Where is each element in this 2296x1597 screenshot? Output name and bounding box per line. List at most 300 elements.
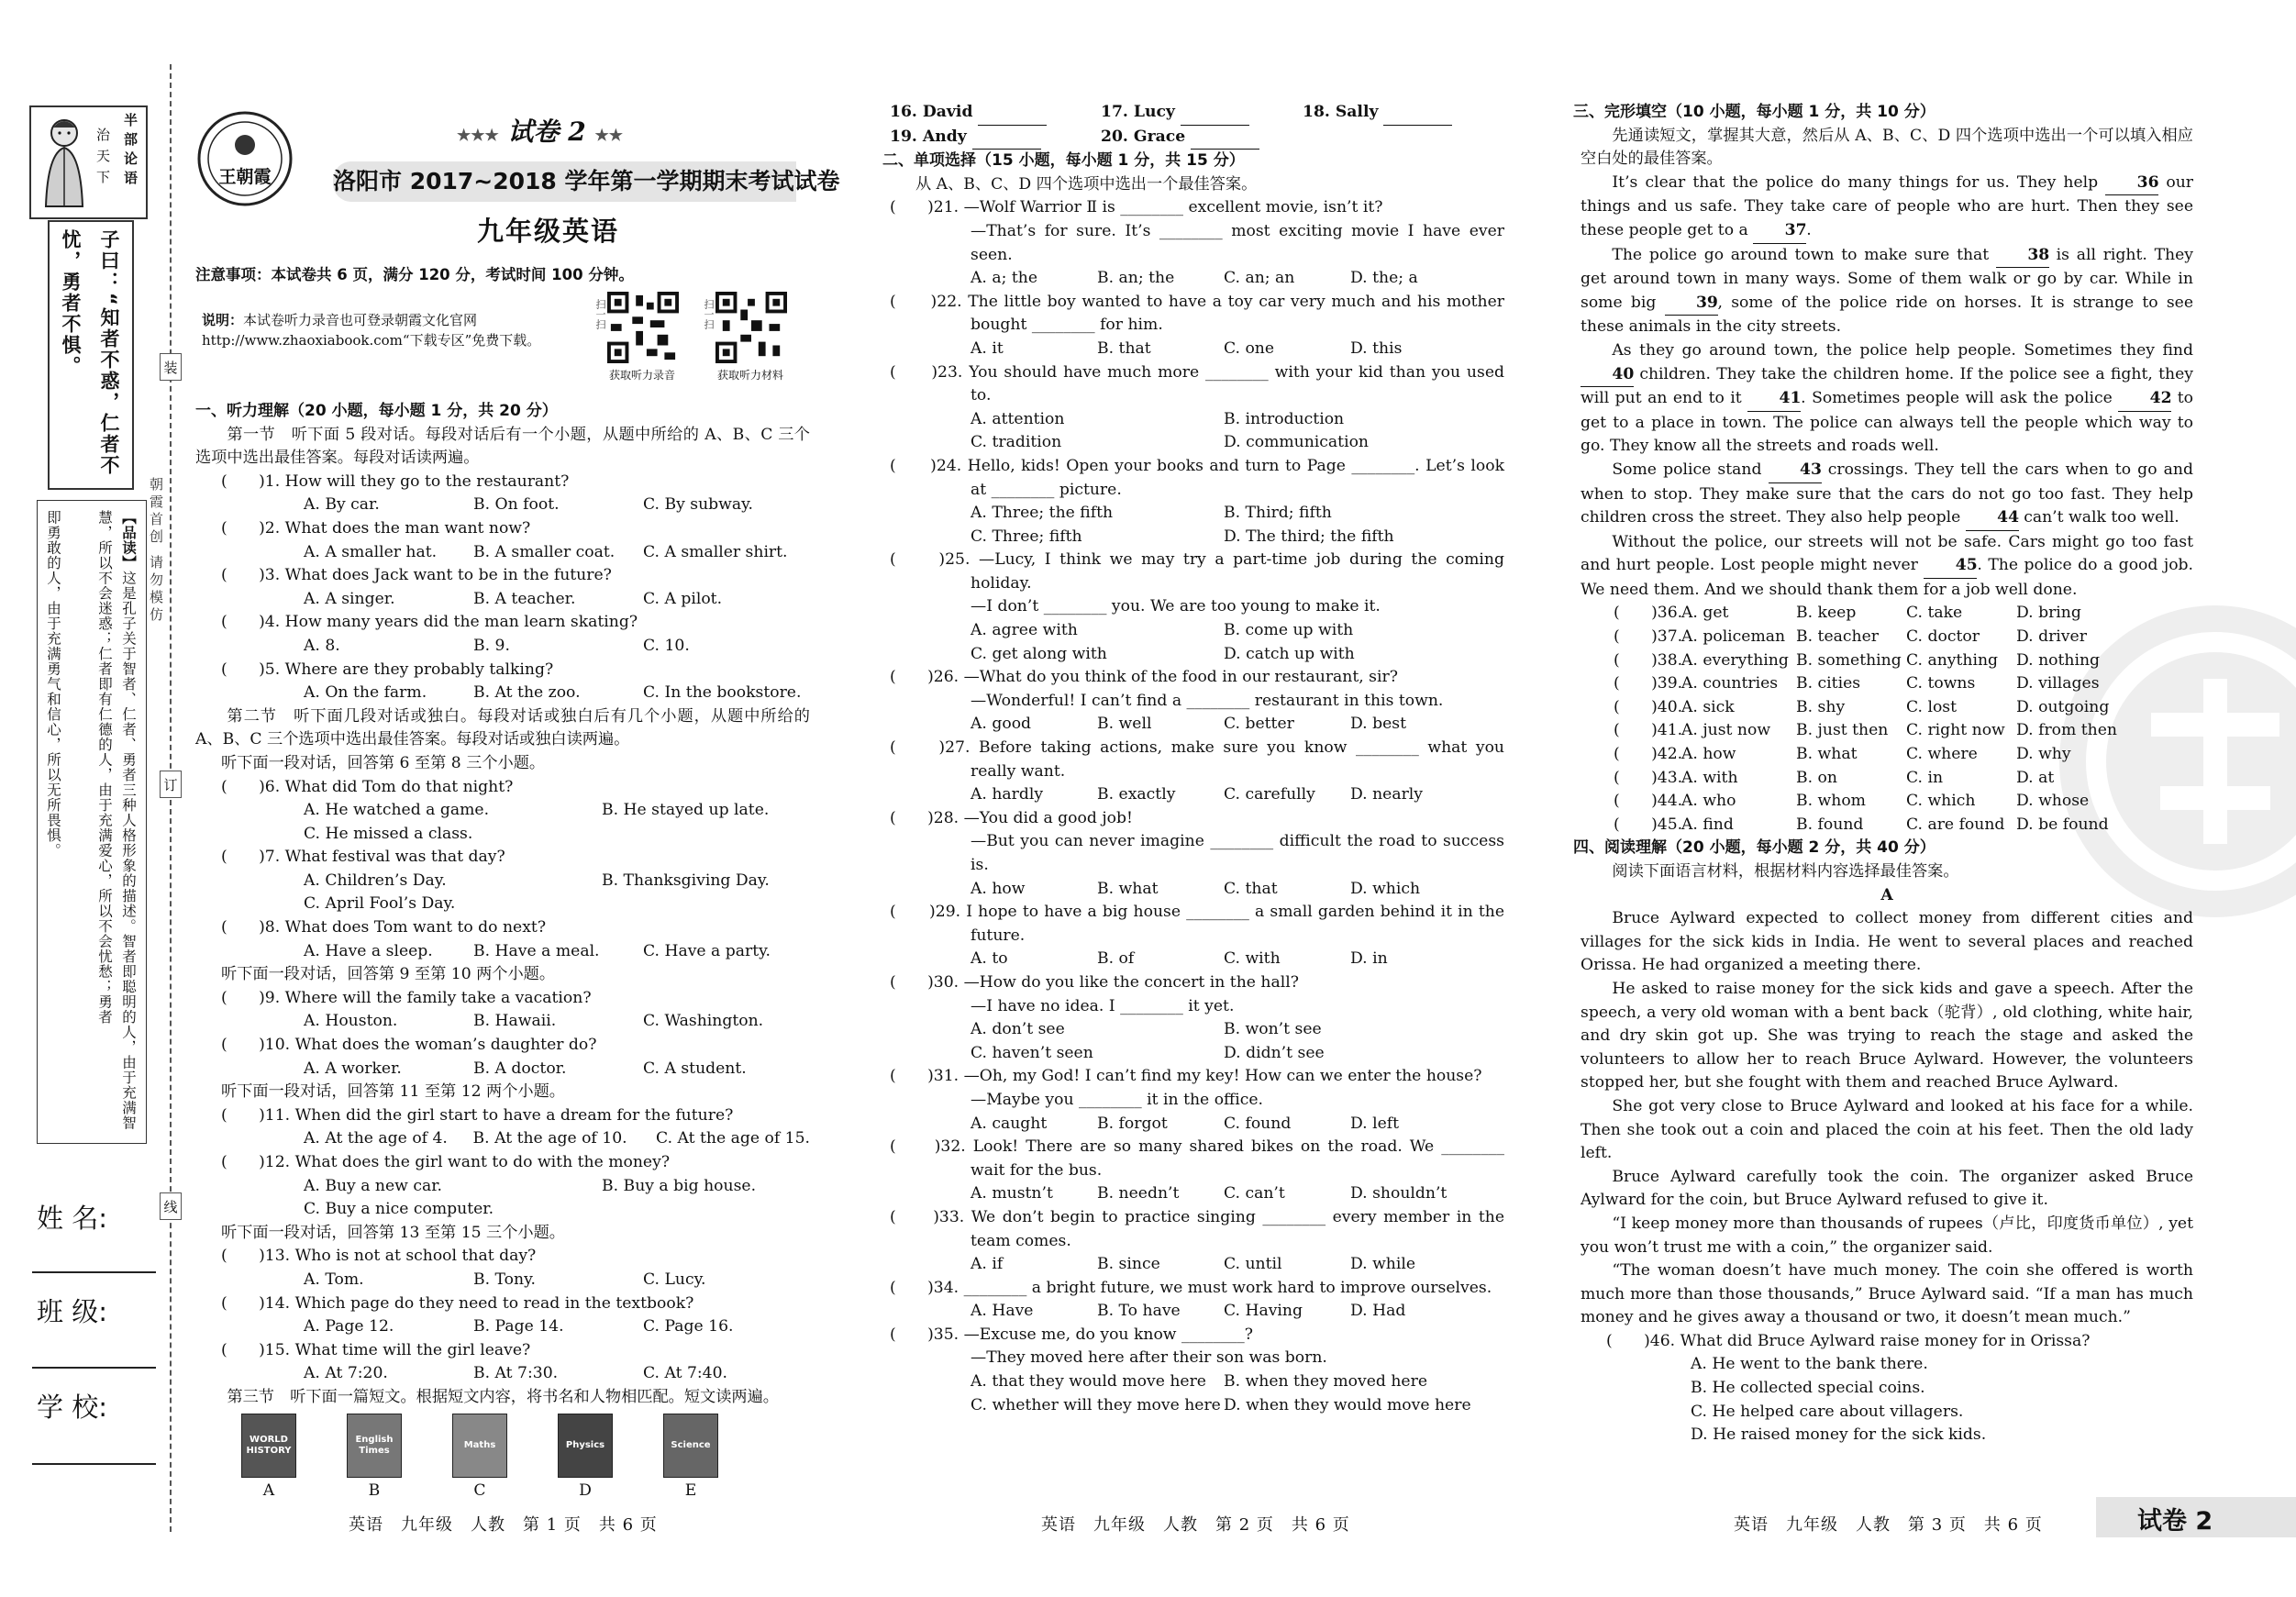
option[interactable]: B. A teacher. [473,589,576,608]
option[interactable]: B. well [1097,715,1152,734]
option[interactable]: B. forgot [1097,1114,1168,1133]
cloze-text: our things and us safe. They take care of people who are hurt. Then they see these people get to a [1581,172,2193,239]
option[interactable]: D. in [1350,949,1388,969]
option[interactable]: C. where [1906,745,1978,764]
reading-intro: 阅读下面语言材料，根据材料内容选择最佳答案。 [1612,862,1959,881]
option[interactable]: C. Have a party. [643,941,771,960]
option[interactable]: A. Children’s Day. [304,871,447,890]
book-letter: A [262,1481,275,1500]
option[interactable]: D. villages [2016,674,2100,693]
cloze-text: It’s clear that the police do many things for us. They help [1612,172,2099,192]
question-31-line2: —Maybe you ________ it in the office. [971,1090,1264,1109]
option[interactable]: A. just now [1681,721,1771,740]
cloze-text: . Sometimes people will ask the police [1801,389,2113,408]
option[interactable]: D. be found [2016,815,2109,834]
question-24: ( )24. Hello, kids! Open your books and turn to Page ________. Let’s look at ________ picture. [890,456,1504,499]
question-12: ( )12. What does the girl want to do with the money? [221,1153,671,1171]
option[interactable]: B. what [1097,879,1159,898]
brand-logo-icon [194,108,295,209]
options-23-row1 [890,408,1504,432]
options-6 [195,799,810,823]
option[interactable]: A. 8. [304,636,340,655]
question-26: ( )26. —What do you think of the food in our restaurant, sir? [890,668,1398,687]
options-24-row1 [890,502,1504,526]
book-cover-b[interactable] [347,1414,402,1503]
binding-mark-1: 装 [160,353,182,381]
question-28-line2: —But you can never imagine ________ difficult the road to success is. [971,832,1504,874]
option[interactable]: B. He collected special coins. [1691,1379,1925,1398]
option[interactable]: B. on [1796,768,1837,787]
option[interactable]: C. haven’t seen [971,1043,1093,1062]
options-21 [890,267,1504,291]
option[interactable]: B. At 7:30. [473,1364,559,1383]
option[interactable]: D. Had [1350,1302,1406,1321]
question-14: ( )14. Which page do they need to read in the textbook? [221,1293,694,1313]
option[interactable]: B. On foot. [473,495,560,515]
option[interactable]: D. driver [2016,627,2087,647]
question-29: ( )29. I hope to have a big house ________ a small garden behind it in the future. [890,903,1504,945]
qr-code-icon [607,292,679,363]
cloze-blank-38[interactable]: 38 [1996,244,2049,269]
option[interactable]: A. with [1681,768,1738,787]
answer-blank-18[interactable] [1383,101,1452,126]
option[interactable]: C. found [1224,1114,1292,1133]
names-row-1 [890,101,1504,126]
logo-sub: 治天下 [94,128,111,191]
cloze-para-2 [1581,244,2193,339]
option[interactable]: C. get along with [971,644,1107,663]
option[interactable]: C. Lucy. [643,1270,706,1289]
option[interactable]: B. found [1796,815,1864,834]
name-label: 姓 名: [37,1203,107,1234]
option[interactable]: B. something [1796,650,1902,670]
option[interactable]: A. agree with [971,621,1078,640]
book-cover-image: Science [663,1414,718,1478]
book-letter: C [473,1481,486,1500]
book-cover-a[interactable] [241,1414,296,1503]
listening-part3-intro: 第三节 听下面一篇短文。根据短文内容，将书名和人物相匹配。短文读两遍。 [227,1387,779,1406]
options-28 [890,878,1504,902]
cloze-options-table [1614,602,2193,837]
answer-blank-16[interactable] [978,101,1047,126]
option[interactable]: D. when they would move here [1224,1395,1471,1414]
notice: 注意事项：本试卷共 6 页，满分 120 分，考试时间 100 分钟。 [195,266,634,283]
option[interactable]: C. A pilot. [643,589,723,608]
reading-paragraph: “I keep money more than thousands of rupees（卢比，印度货币单位）, yet you won’t trust me with a coin,” the organizer said. [1581,1214,2193,1257]
option[interactable]: D. best [1350,715,1406,734]
cloze-blank-44[interactable]: 44 [1966,506,2019,531]
option[interactable]: C. lost [1906,697,1958,716]
reading-passage [1581,907,2193,1330]
option[interactable]: C. Page 16. [643,1317,734,1336]
binding-mark-2: 订 [160,771,182,798]
option[interactable]: B. cities [1796,674,1861,693]
option[interactable]: C. At 7:40. [643,1364,728,1383]
option[interactable]: C. Three; fifth [971,527,1082,546]
option[interactable]: D. nearly [1350,785,1424,804]
section-cloze-title: 三、完形填空（10 小题，每小题 1 分，共 10 分） [1573,103,1936,121]
pin-text-1-body: 这是孔子关于智者、仁者、勇者三种人格形象的描述。智者即聪明的人，由于充满智慧，所以不会迷惑；仁者即有仁德的人，由于充满爱心，所以不会忧愁；勇者 [96,510,137,1131]
option[interactable]: B. Page 14. [473,1317,564,1336]
listening-part1-intro: 第一节 听下面 5 段对话。每段对话后有一个小题，从题中所给的 A、B、C 三个选项中选出最佳答案。每段对话读两遍。 [195,425,810,468]
cloze-option-number: ( )39. [1614,674,1683,693]
option[interactable]: C. whether will they move here [971,1395,1221,1414]
stars-right: ★★ [594,127,623,145]
option[interactable]: B. Third; fifth [1224,504,1332,523]
option[interactable]: D. outgoing [2016,697,2110,716]
option[interactable]: D. catch up with [1224,644,1355,663]
section-mcq-title: 二、单项选择（15 小题，每小题 1 分，共 15 分） [882,151,1245,171]
cloze-text: , some of the police ride on horses. It is strange to see these animals in the city streets. [1581,293,2194,337]
option[interactable]: C. that [1224,879,1278,898]
option[interactable]: C. can’t [1224,1184,1285,1203]
question-10: ( )10. What does the woman’s daughter do? [221,1036,597,1055]
options-27 [890,783,1504,807]
option[interactable]: A. Houston. [304,1012,398,1031]
option[interactable]: C. right now [1906,721,2005,740]
option[interactable]: B. just then [1796,721,1889,740]
options-13 [195,1269,810,1292]
options-2 [195,541,810,565]
cloze-option-number: ( )40. [1614,697,1683,716]
option[interactable]: D. from then [2016,721,2117,740]
option[interactable]: A. a; the [971,269,1037,288]
option[interactable]: A. hardly [971,785,1044,804]
option[interactable]: C. an; an [1224,269,1295,288]
question-30-line2: —I have no idea. I ________ it yet. [971,996,1235,1015]
option[interactable]: D. whose [2016,792,2090,811]
binding-strip [0,0,179,1597]
question-26-line2: —Wonderful! I can’t find a ________ restaurant in this town. [971,691,1444,710]
option[interactable]: A. get [1681,604,1729,623]
option[interactable]: D. which [1350,879,1421,898]
qr-caption-1: 获取听力录音 [609,369,676,382]
name-field[interactable] [32,1271,156,1273]
option[interactable]: A. attention [971,409,1065,428]
question-46: ( )46. What did Bruce Aylward raise money for in Orissa? [1606,1331,2091,1350]
school-field[interactable] [32,1463,156,1465]
question-28: ( )28. —You did a good job! [890,808,1133,827]
cloze-option-number: ( )42. [1614,745,1683,764]
options-5 [195,682,810,705]
option[interactable]: A. sick [1681,697,1735,716]
option[interactable]: B. Hawaii. [473,1012,557,1031]
options-30-row2 [890,1042,1504,1066]
qr-code-2[interactable] [715,292,787,363]
option[interactable]: C. doctor [1906,627,1980,647]
option[interactable]: B. that [1097,338,1151,358]
options-15 [195,1362,810,1386]
school-label: 学 校: [37,1392,107,1423]
option[interactable]: D. this [1350,338,1403,358]
option[interactable]: A. He watched a game. [304,801,490,820]
option[interactable]: C. At the age of 15. [656,1129,810,1148]
options-10 [195,1058,810,1081]
cloze-blank-42[interactable]: 42 [2118,387,2171,412]
qr-code-icon [715,292,787,363]
option[interactable]: C. Washington. [643,1012,764,1031]
option[interactable]: B. whom [1796,792,1866,811]
option[interactable]: A. good [971,715,1032,734]
option[interactable]: A. countries [1681,674,1779,693]
option[interactable]: B. when they moved here [1224,1372,1427,1392]
reading-paragraph: She got very close to Bruce Aylward and looked at his face for a while. Then she took out a coin and placed the coin at his feet. Then the old lady left. [1581,1096,2193,1163]
answer-blank-20[interactable] [1191,126,1259,150]
cloze-text: is all right. They get around town in many ways. Some of them walk or go by car. While in some big [1581,245,2193,312]
option[interactable]: A. mustn’t [971,1184,1053,1203]
page3-footer: 英语 九年级 人教 第 3 页 共 6 页 [1734,1515,2043,1535]
name-20: 20. Grace [1101,127,1186,146]
cloze-blank-39[interactable]: 39 [1665,292,1718,316]
option[interactable]: B. A doctor. [473,1059,567,1078]
listening-q1-5 [195,471,810,705]
options-22 [890,338,1504,361]
option[interactable]: A. it [971,338,1004,358]
confucius-figure-icon [33,111,95,212]
quote-line-1: 忧，勇者不惧。 [60,229,82,377]
option[interactable]: D. He raised money for the sick kids. [1691,1425,1987,1445]
book-cover-image: Physics [558,1414,613,1478]
option[interactable]: C. 10. [643,636,690,655]
book-cover-d[interactable] [558,1414,613,1503]
pin-text-2: 即勇敢的人，由于充满勇气和信心，所以无所畏惧。 [45,510,61,859]
qr-side-2: 扫一扫 [703,299,715,329]
question-33: ( )33. We don’t begin to practice singing ________ every member in the team comes. [890,1207,1504,1250]
cloze-blank-37[interactable]: 37 [1753,219,1806,244]
page1-footer: 英语 九年级 人教 第 1 页 共 6 页 [349,1515,658,1535]
mcq-intro: 从 A、B、C、D 四个选项中选出一个最佳答案。 [915,174,1258,194]
question-25-line2: —I don’t ________ you. We are too young to make it. [971,597,1381,616]
options-3 [195,588,810,612]
option[interactable]: A. Tom. [304,1270,364,1289]
pin-label: 【品读】 [120,510,137,571]
option[interactable]: A. don’t see [971,1020,1065,1039]
options-14 [195,1315,810,1339]
group-intro-2: 听下面一段对话，回答第 9 至第 10 两个小题。 [221,965,556,984]
option[interactable]: B. what [1796,745,1858,764]
cloze-blank-45[interactable]: 45 [1924,554,1977,579]
option[interactable]: A. At the age of 4. [304,1129,448,1148]
question-32: ( )32. Look! There are so many shared bikes on the road. We ________ wait for the bus. [890,1137,1504,1180]
option[interactable]: C. carefully [1224,785,1315,804]
cloze-para-1: It’s clear that the police do many things for us. They help 36 our things and us safe. They take care of people who are hurt. Then they see these people get to a 37. [1581,172,2193,244]
name-19: 19. Andy [890,127,967,146]
option[interactable]: B. A smaller coat. [473,542,616,561]
option[interactable]: D. communication [1224,433,1369,452]
options-29 [890,948,1504,971]
option[interactable]: B. He stayed up late. [602,801,770,820]
reading-paragraph: Bruce Aylward carefully took the coin. The organizer asked Bruce Aylward for the coin, but Bruce Aylward refused to give it. [1581,1167,2193,1210]
options-26 [890,713,1504,737]
cloze-blank-43[interactable]: 43 [1769,459,1822,483]
option[interactable]: A. if [971,1255,1004,1274]
option[interactable]: B. Buy a big house. [602,1176,757,1195]
page1-column [195,400,810,1503]
qr-code-1[interactable] [607,292,679,363]
question-35-line2: —They moved here after their son was born. [971,1348,1327,1368]
cloze-blank-41[interactable]: 41 [1747,387,1801,412]
book-cover-c[interactable] [452,1414,507,1503]
option[interactable]: C. better [1224,715,1294,734]
option[interactable]: D. why [2016,745,2071,764]
option[interactable]: B. needn’t [1097,1184,1180,1203]
option[interactable]: D. shouldn’t [1350,1184,1447,1203]
cloze-blank-36[interactable]: 36 [2105,172,2158,196]
corner-paper-no: 试卷 2 [2137,1507,2213,1536]
binding-line [170,64,172,1532]
question-30: ( )30. —How do you like the concert in the hall? [890,972,1299,992]
book-letter: E [684,1481,697,1500]
cloze-text: to get to a place in town. The police can always tell the people which way to go. They know all the streets and roads well. [1581,389,2194,456]
option[interactable]: A. Page 12. [304,1317,394,1336]
options-8 [195,940,810,964]
option[interactable]: A. find [1681,815,1734,834]
group-intro-3: 听下面一段对话，回答第 11 至第 12 两个小题。 [221,1082,565,1102]
class-field[interactable] [32,1367,156,1369]
question-6: ( )6. What did Tom do that night? [221,777,514,796]
cloze-blank-40[interactable]: 40 [1581,363,1634,388]
logo-small: 半部论语 [122,113,139,190]
option[interactable]: A. Buy a new car. [304,1176,443,1195]
option[interactable]: D. The third; the fifth [1224,527,1394,546]
option[interactable]: B. At the age of 10. [472,1129,627,1148]
options-23-row2 [890,431,1504,455]
option[interactable]: A. By car. [304,495,380,515]
option[interactable]: B. won’t see [1224,1020,1322,1039]
option[interactable]: B. Tony. [473,1270,536,1289]
option[interactable]: C. are found [1906,815,2005,834]
question-2: ( )2. What does the man want now? [221,518,531,538]
answer-blank-17[interactable] [1181,101,1249,126]
options-33 [890,1253,1504,1277]
option[interactable]: B. an; the [1097,269,1175,288]
option[interactable]: B. 9. [473,636,510,655]
options-34 [890,1300,1504,1324]
book-letter: B [368,1481,381,1500]
option[interactable]: C. anything [1906,650,1999,670]
option[interactable]: D. bring [2016,604,2081,623]
option[interactable]: A. On the farm. [304,683,427,703]
listening-part2-intro: 第二节 听下面几段对话或独白。每段对话或独白后有几个小题，从题中所给的 A、B、C 三个选项中选出最佳答案。每段对话或独白读两遍。 [195,706,810,749]
option[interactable]: B. Have a meal. [473,941,600,960]
option[interactable]: A. A smaller hat. [304,542,438,561]
option[interactable]: C. A student. [643,1059,747,1078]
page3-column [1573,101,2194,1447]
option[interactable]: C. By subway. [643,495,754,515]
option[interactable]: D. the; a [1350,269,1418,288]
option[interactable]: B. shy [1796,697,1846,716]
option[interactable]: A. Have [971,1302,1034,1321]
option[interactable]: C. A smaller shirt. [643,542,788,561]
stars-left: ★★★ [457,127,499,145]
book-cover-e[interactable] [663,1414,718,1503]
option[interactable]: A. caught [971,1114,1048,1133]
option[interactable]: C. Buy a nice computer. [304,1200,494,1219]
option[interactable]: C. April Fool’s Day. [304,894,456,914]
question-4: ( )4. How many years did the man learn skating? [221,613,638,632]
option[interactable]: C. until [1224,1255,1282,1274]
options-46 [1581,1353,2193,1447]
qr-side-1: 扫一扫 [594,299,606,329]
option[interactable]: D. didn’t see [1224,1043,1325,1062]
option[interactable]: A. Three; the fifth [971,504,1114,523]
option[interactable]: C. with [1224,949,1281,969]
option[interactable]: A. how [971,879,1026,898]
exam-subtitle: 九年级英语 [477,216,620,247]
option[interactable]: A. who [1681,792,1736,811]
page2-footer: 英语 九年级 人教 第 2 页 共 6 页 [1041,1515,1350,1535]
cloze-text: As they go around town, the police help people. Sometimes they find [1612,340,2193,360]
option[interactable]: B. To have [1097,1302,1181,1321]
question-31: ( )31. —Oh, my God! I can’t find my key! How can we enter the house? [890,1067,1482,1086]
question-15: ( )15. What time will the girl leave? [221,1340,531,1359]
option[interactable]: B. At the zoo. [473,683,581,703]
option[interactable]: C. He helped care about villagers. [1691,1402,1964,1421]
option[interactable]: D. nothing [2016,650,2101,670]
reading-paragraph: Bruce Aylward expected to collect money from different cities and villages for the sick kids in India. He went to several places and reached Orissa. He had organized a meeting there. [1581,909,2193,975]
quote-box [48,220,134,490]
paper-no: 试卷 2 [507,116,586,147]
option[interactable]: A. At 7:20. [304,1364,388,1383]
option[interactable]: B. Thanksgiving Day. [602,871,770,890]
question-7: ( )7. What festival was that day? [221,848,505,867]
option[interactable]: B. exactly [1097,785,1176,804]
option[interactable]: A. everything [1681,650,1789,670]
option[interactable]: C. which [1906,792,1976,811]
cloze-option-number: ( )38. [1614,650,1683,670]
option[interactable]: C. Having [1224,1302,1303,1321]
option[interactable]: A. Have a sleep. [304,941,433,960]
options-1 [195,494,810,517]
options-25-row1 [890,619,1504,643]
option[interactable]: A. how [1681,745,1736,764]
cloze-text: can’t walk too well. [2024,508,2180,527]
option[interactable]: C. In the bookstore. [643,683,802,703]
option[interactable]: A. policeman [1681,627,1786,647]
option[interactable]: A. He went to the bank there. [1691,1355,1928,1374]
reading-paragraph: He asked to raise money for the sick kids and gave a speech. After the speech, a very old woman with a bent back（驼背）, old clothing, white hair, and dry skin got up. She was trying to reach the stage and asked the volunteers to allow her to reach Bruce Aylward. However, the volunteers stopped her, but she fought with them and reached Bruce Aylward. [1581,979,2193,1092]
option[interactable]: D. while [1350,1255,1416,1274]
option[interactable]: C. He missed a class. [304,824,473,843]
option[interactable]: B. of [1097,949,1135,969]
quote-line-2: 子曰：“知者不惑，仁者不 [98,229,120,476]
book-covers [195,1414,810,1503]
option[interactable]: A. that they would move here [971,1372,1206,1392]
option[interactable]: C. in [1906,768,1944,787]
option[interactable]: D. left [1350,1114,1400,1133]
option[interactable]: C. take [1906,604,1963,623]
option[interactable]: C. tradition [971,433,1062,452]
question-3: ( )3. What does Jack want to be in the future? [221,566,612,585]
option[interactable]: B. since [1097,1255,1160,1274]
option[interactable]: C. towns [1906,674,1976,693]
option[interactable]: A. to [971,949,1008,969]
section-reading-title: 四、阅读理解（20 小题，每小题 2 分，共 40 分） [1573,838,1936,858]
cloze-para-5 [1581,531,2193,603]
qr-caption-2: 获取听力材料 [717,369,784,382]
option[interactable]: A. A singer. [304,589,395,608]
option[interactable]: C. one [1224,338,1275,358]
option[interactable]: B. teacher [1796,627,1879,647]
options-7 [195,870,810,893]
answer-blank-19[interactable] [972,126,1041,150]
option[interactable]: B. introduction [1224,409,1345,428]
option[interactable]: B. come up with [1224,621,1354,640]
option[interactable]: D. at [2016,768,2055,787]
option[interactable]: B. keep [1796,604,1857,623]
option[interactable]: A. A worker. [304,1059,402,1078]
reading-paragraph: “The woman doesn’t have much money. The coin she offered is worth much more than those thousands,” Bruce Aylward said. “If a man has much money and he gives away a thousand or two, it doesn’t mean much.” [1581,1261,2193,1327]
